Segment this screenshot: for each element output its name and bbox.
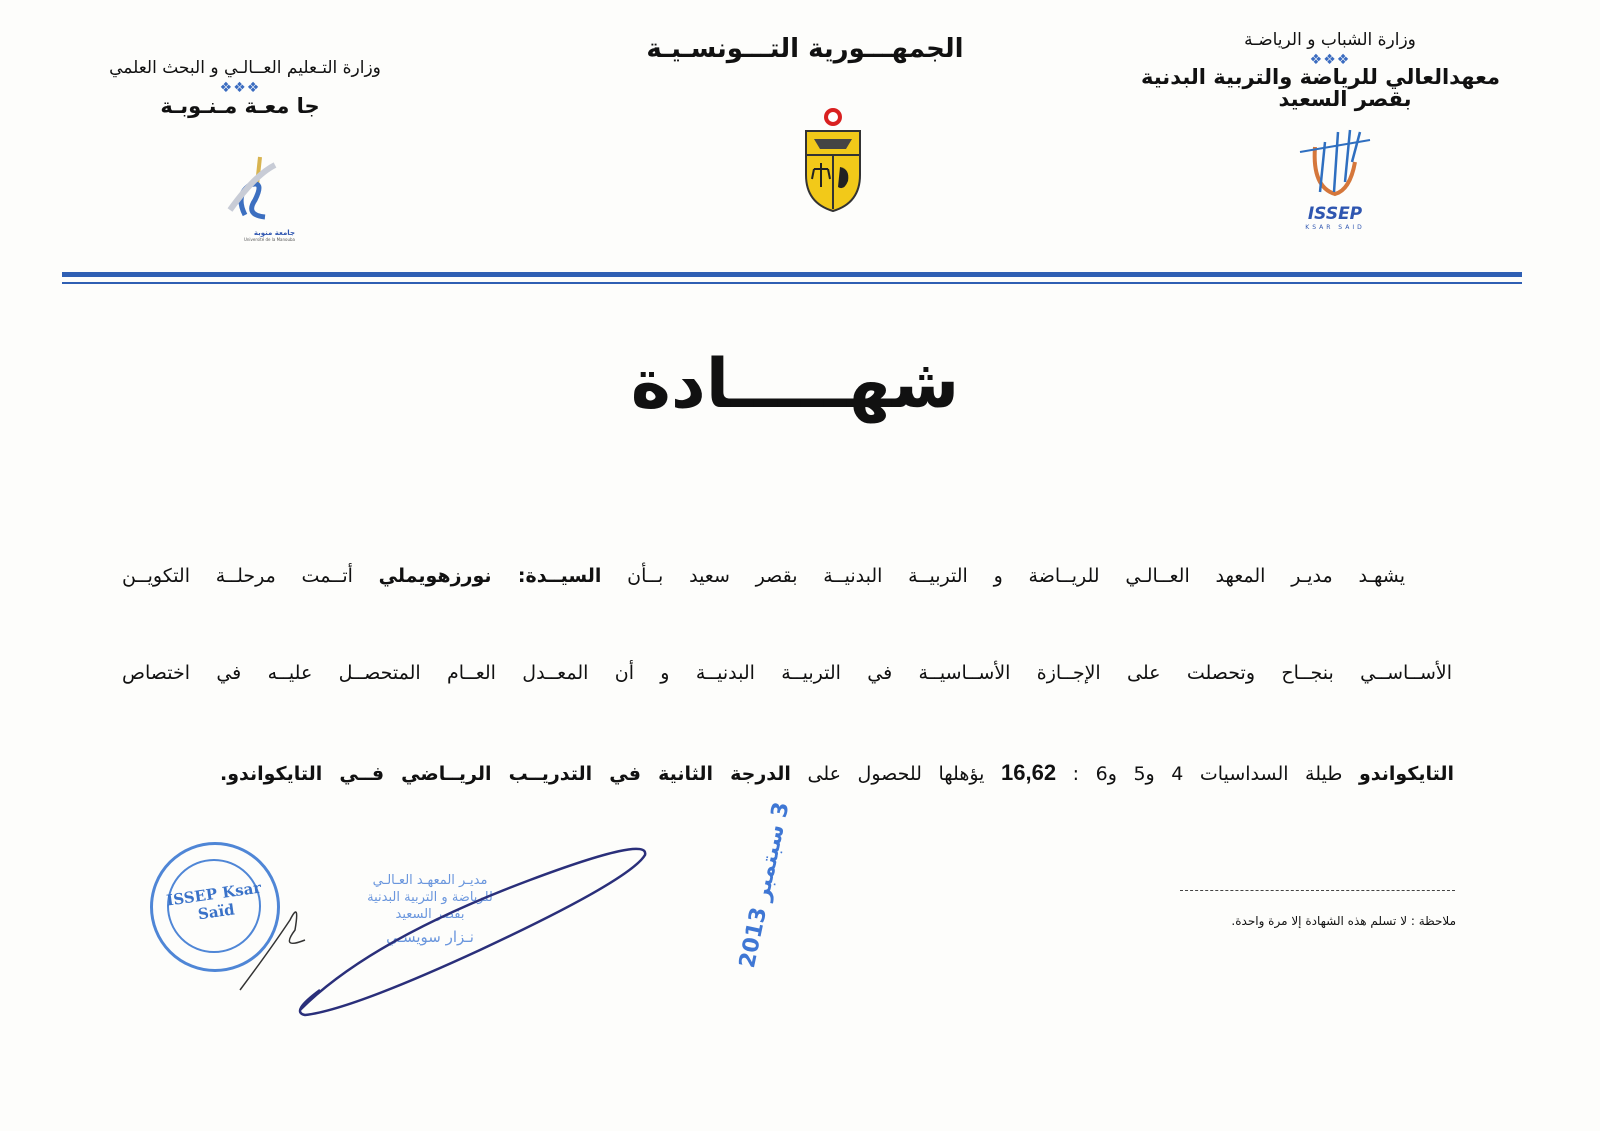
director-line2: للرياضة و التربية البدنية: [367, 890, 493, 905]
ornament-icon: ❖❖❖: [219, 80, 261, 96]
issep-logo: [1290, 122, 1380, 232]
manouba-logo-sub: Université de la Manouba: [243, 237, 295, 242]
note-divider: [1180, 890, 1455, 891]
body-line-3: [220, 760, 1454, 786]
semesters: طيلة السداسيات 4 و5 و6 :: [1072, 763, 1343, 785]
body-line-2: الأســاســي بنجــاح وتحصلت على الإجــازة الأســاسيــة في التربيــة البدنيــة و أن المعــدل العــام المتحصــل عليــه في اختصاص: [122, 662, 1452, 684]
right-ministry: وزارة الشباب و الرياضـة: [1244, 30, 1416, 50]
right-institute-line2: بقصر السعيد: [1278, 87, 1412, 111]
specialty: التايكواندو: [1358, 763, 1455, 785]
left-ministry: وزارة التـعليم العــالـي و البحث العلمي: [109, 58, 381, 78]
date-stamp: 3 سبتمبر 2013: [735, 799, 795, 971]
header-divider-thin: [62, 282, 1522, 284]
document-title: شهـــــادة: [630, 345, 960, 424]
issep-logo-text: ISSEP: [1307, 204, 1363, 224]
manouba-logo: [215, 155, 295, 250]
right-institute: [1141, 65, 1500, 111]
ornament-icon: ❖❖❖: [1309, 52, 1351, 68]
signature: [230, 840, 660, 1020]
header-divider: [62, 272, 1522, 277]
right-institute-line1: معهدالعالي للرياضة والتربية البدنية: [1141, 65, 1500, 89]
recipient-name: السيــدة: نورزهويملي: [378, 565, 602, 587]
body-line-1: [122, 565, 1405, 587]
republic-title: الجمهـــورية التـــونسـيـة: [646, 34, 964, 64]
director-line3: بقصر السعيد: [395, 907, 465, 922]
manouba-logo-text: جامعة منوبة: [253, 229, 295, 237]
body-line-1a: يشهـد مديـر المعهد العــالـي للريــاضة و التربيــة البدنيــة بقصر سعيد بــأن: [627, 565, 1405, 587]
average-score: 16,62: [1001, 760, 1057, 785]
director-line1: مديـر المعهـد العـالـي: [372, 873, 488, 888]
body-line-3c: يؤهلها للحصول على: [807, 763, 985, 785]
director-name: نـزار سويسـي: [386, 928, 474, 946]
issep-logo-sub: KSAR SAID: [1305, 224, 1365, 231]
left-university: جا معـة مـنـوبـة: [160, 94, 320, 118]
note-text: ملاحظة : لا تسلم هذه الشهادة إلا مرة واحدة.: [1231, 914, 1456, 928]
degree-qualification: الدرجة الثانية في التدريــب الريــاضي فــي التايكواندو.: [220, 763, 791, 785]
round-stamp-text: ISSEP Ksar Saïd: [165, 878, 263, 924]
body-line-1c: أتــمت مرحلــة التكويــن: [122, 565, 353, 587]
tunisia-coat-of-arms-icon: [800, 105, 866, 221]
